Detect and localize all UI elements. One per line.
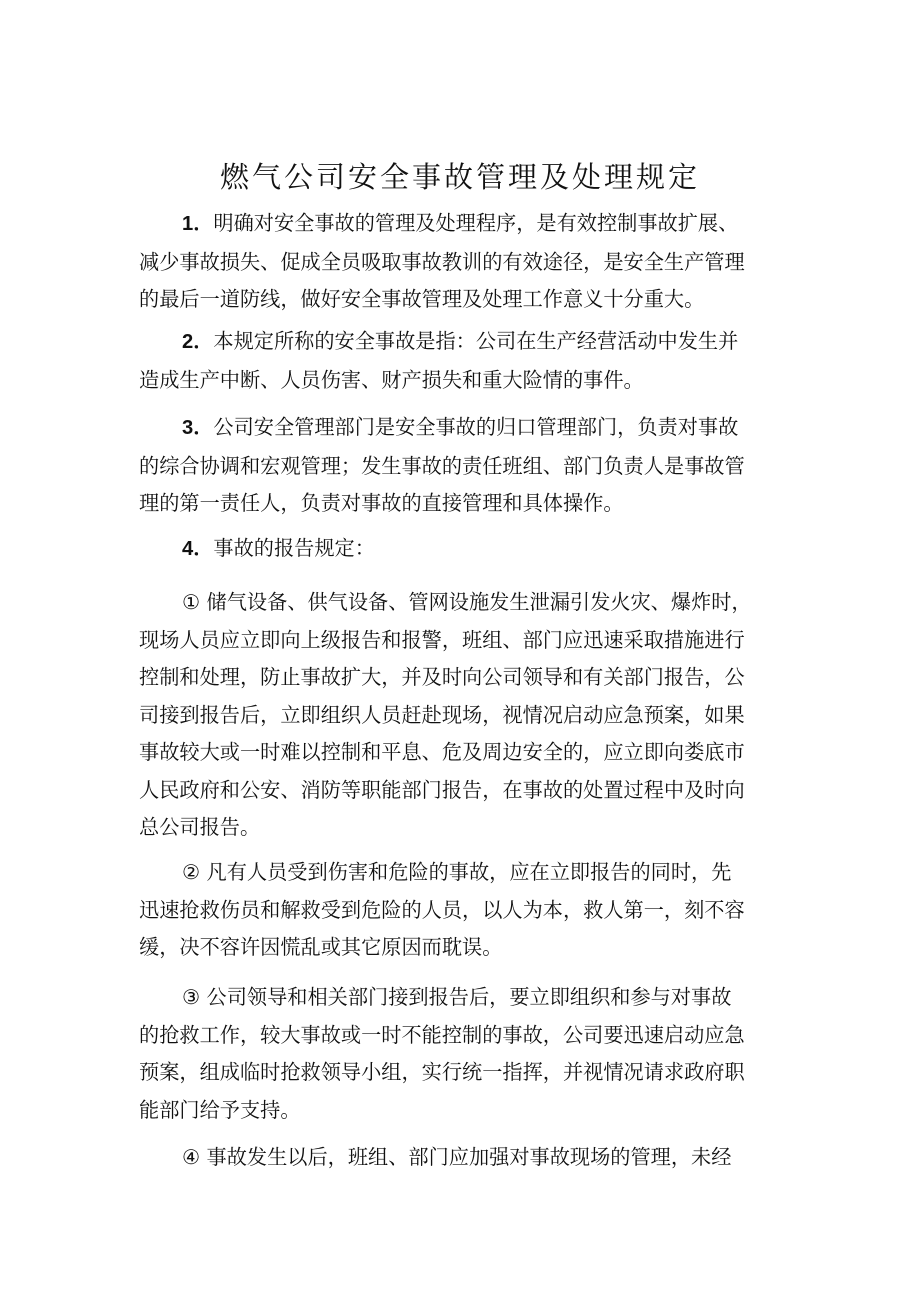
paragraph-line: 司接到报告后，立即组织人员赶赴现场，视情况启动应急预案，如果 xyxy=(139,702,745,727)
paragraph-1 xyxy=(139,205,799,319)
sub-item-2 xyxy=(139,854,799,967)
paragraph-line: 缓，决不容许因慌乱或其它原因而耽误。 xyxy=(139,935,503,959)
paragraph-line: ④ 事故发生以后，班组、部门应加强对事故现场的管理，未经 xyxy=(182,1145,732,1169)
paragraph-line: 造成生产中断、人员伤害、财产损失和重大险情的事件。 xyxy=(139,367,644,392)
sub-item-3 xyxy=(139,979,799,1129)
circled-number: ① xyxy=(182,590,201,614)
paragraph-line: 的综合协调和宏观管理；发生事故的责任班组、部门负责人是事故管 xyxy=(139,453,745,478)
sub-item-1 xyxy=(139,584,799,847)
paragraph-number: 2． xyxy=(182,331,214,353)
document-title: 燃气公司安全事故管理及处理规定 xyxy=(219,160,700,195)
paragraph-line: 2．本规定所称的安全事故是指：公司在生产经营活动中发生并 xyxy=(182,329,739,353)
paragraph-line: 现场人员应立即向上级报告和报警，班组、部门应迅速采取措施进行 xyxy=(139,627,745,652)
circled-number: ③ xyxy=(182,985,201,1009)
paragraph-line: 3．公司安全管理部门是安全事故的归口管理部门，负责对事故 xyxy=(182,415,739,439)
paragraph-2 xyxy=(139,323,799,399)
paragraph-line: 理的第一责任人，负责对事故的直接管理和具体操作。 xyxy=(139,491,624,515)
paragraph-line: 4．事故的报告规定： xyxy=(182,536,375,560)
paragraph-line: 迅速抢救伤员和解救受到危险的人员，以人为本，救人第一，刻不容 xyxy=(139,897,745,922)
paragraph-line: 1．明确对安全事故的管理及处理程序，是有效控制事故扩展、 xyxy=(182,211,739,235)
paragraph-line: 控制和处理，防止事故扩大，并及时向公司领导和有关部门报告，公 xyxy=(139,665,745,689)
sub-item-4 xyxy=(139,1139,799,1177)
paragraph-line: 总公司报告。 xyxy=(139,815,261,839)
paragraph-3 xyxy=(139,409,799,523)
paragraph-number: 1． xyxy=(182,213,214,235)
paragraph-number: 4． xyxy=(182,538,214,560)
paragraph-line: 事故较大或一时难以控制和平息、危及周边安全的，应立即向娄底市 xyxy=(139,740,745,764)
paragraph-line: 人民政府和公安、消防等职能部门报告，在事故的处置过程中及时向 xyxy=(139,777,745,802)
paragraph-line: ③ 公司领导和相关部门接到报告后，要立即组织和参与对事故 xyxy=(182,985,732,1009)
paragraph-line: ① 储气设备、供气设备、管网设施发生泄漏引发火灾、爆炸时， xyxy=(182,590,752,614)
paragraph-line: 的抢救工作，较大事故或一时不能控制的事故，公司要迅速启动应急 xyxy=(139,1022,745,1047)
paragraph-number: 3． xyxy=(182,417,214,439)
paragraph-line: 预案，组成临时抢救领导小组，实行统一指挥，并视情况请求政府职 xyxy=(139,1060,745,1084)
paragraph-line: 减少事故损失、促成全员吸取事故教训的有效途径，是安全生产管理 xyxy=(139,249,745,274)
paragraph-line: 能部门给予支持。 xyxy=(139,1097,301,1122)
paragraph-line: ② 凡有人员受到伤害和危险的事故，应在立即报告的同时，先 xyxy=(182,860,732,884)
paragraph-4 xyxy=(139,530,799,569)
paragraph-line: 的最后一道防线，做好安全事故管理及处理工作意义十分重大。 xyxy=(139,287,705,311)
circled-number: ④ xyxy=(182,1145,201,1169)
circled-number: ② xyxy=(182,860,201,884)
